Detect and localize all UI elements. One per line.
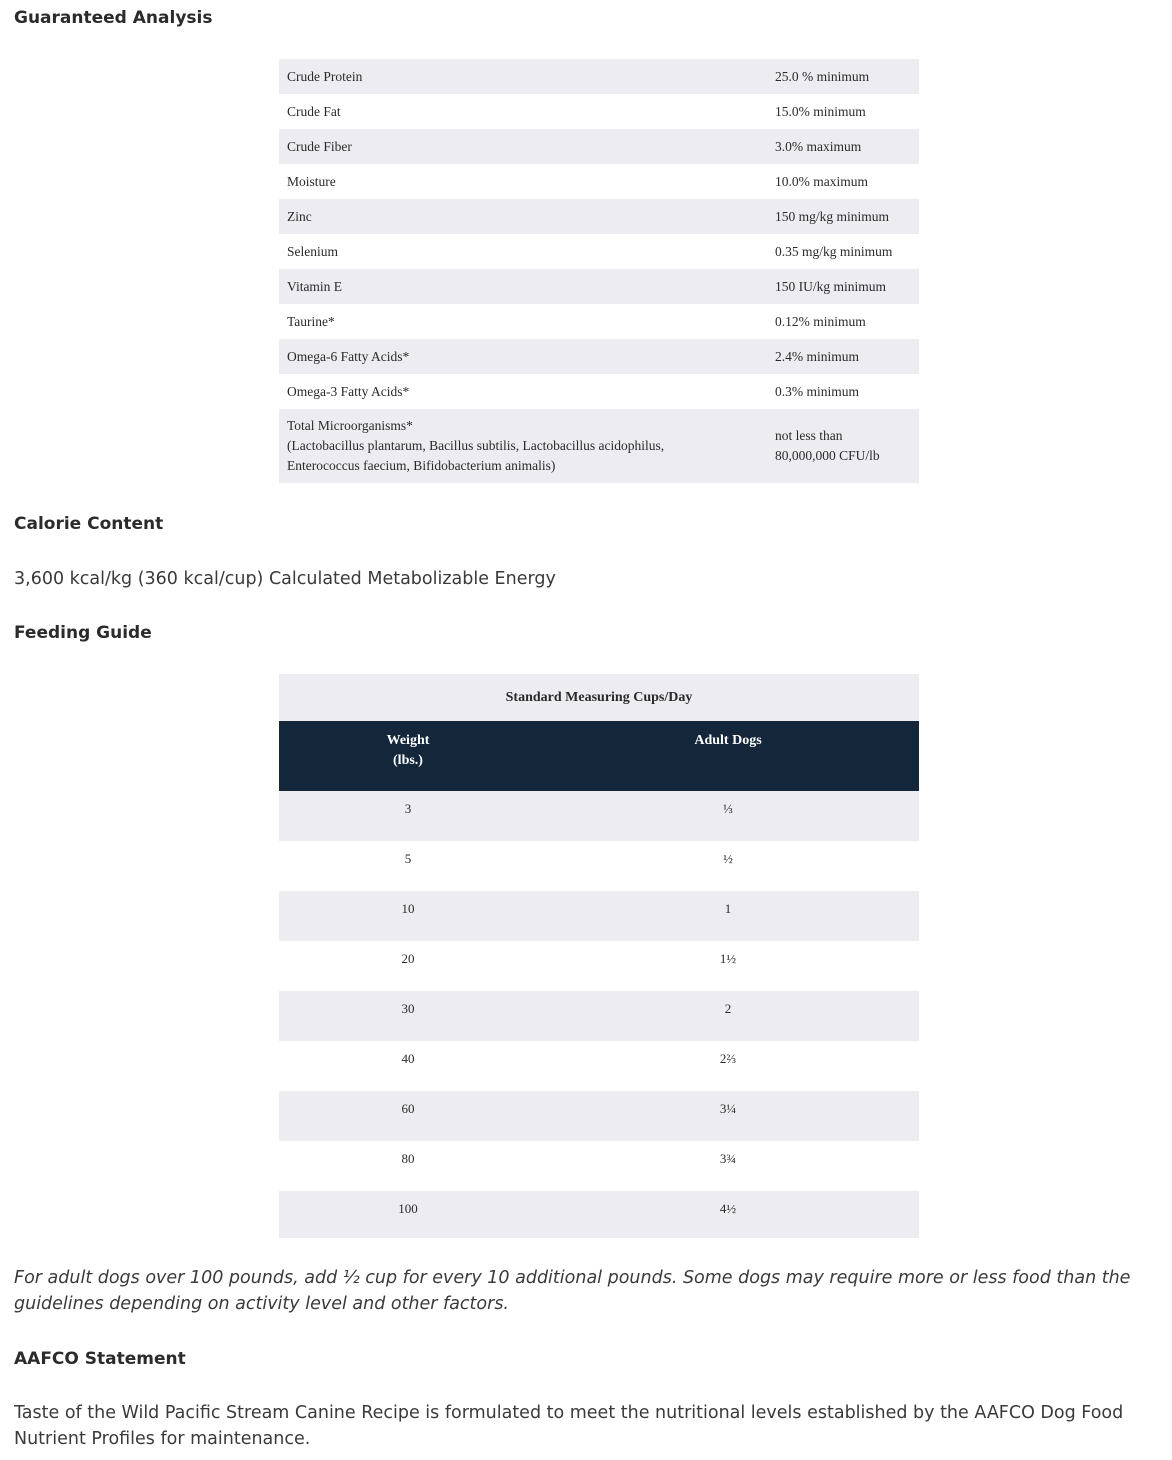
nutrient-name-line: Enterococcus faecium, Bifidobacterium animalis): [287, 458, 556, 473]
feeding-note-line: For adult dogs over 100 pounds, add ½ cup for every 10 additional pounds. Some dogs may require more or less food than the: [14, 1268, 1131, 1288]
table-row: [279, 1191, 919, 1238]
nutrient-value: [767, 426, 919, 466]
header-line: (lbs.): [393, 753, 423, 768]
nutrient-value: 25.0 % minimum: [775, 68, 870, 84]
feeding-guide-heading: Feeding Guide: [14, 623, 152, 643]
weight-cell: 10: [401, 901, 415, 916]
column-header-adult-dogs: Adult Dogs: [694, 733, 762, 748]
header-line: Weight: [386, 733, 430, 748]
nutrient-value-line: 80,000,000 CFU/lb: [775, 448, 880, 463]
table-row: [279, 374, 919, 409]
aafco-text-line: Taste of the Wild Pacific Stream Canine Recipe is formulated to meet the nutritional levels established by the AAFCO Dog Food: [14, 1403, 1124, 1423]
table-row: [279, 941, 919, 991]
nutrient-value-line: not less than: [775, 428, 843, 443]
nutrient-name: Omega-3 Fatty Acids*: [287, 383, 410, 399]
nutrient-name: Crude Fiber: [287, 138, 352, 154]
table-row: [279, 1091, 919, 1141]
nutrient-name: Crude Protein: [287, 68, 363, 84]
nutrient-value: 0.12% minimum: [775, 313, 866, 329]
table-row: [279, 199, 919, 234]
guaranteed-analysis-heading: Guaranteed Analysis: [14, 8, 213, 28]
cups-cell: 2: [724, 1001, 732, 1016]
cups-cell: ⅓: [723, 801, 733, 816]
cups-cell: 1: [724, 901, 732, 916]
nutrient-name: [279, 416, 767, 476]
calorie-content-text: 3,600 kcal/kg (360 kcal/cup) Calculated Metabolizable Energy: [14, 569, 556, 589]
cups-cell: 4½: [719, 1201, 737, 1216]
table-row: [279, 891, 919, 941]
table-row: [279, 991, 919, 1041]
nutrient-value: 150 IU/kg minimum: [775, 278, 886, 294]
weight-cell: 60: [401, 1101, 415, 1116]
nutrient-name: Moisture: [287, 173, 336, 189]
nutrient-value: 0.35 mg/kg minimum: [775, 243, 893, 259]
weight-cell: 3: [404, 801, 412, 816]
weight-cell: 30: [401, 1001, 415, 1016]
weight-cell: 5: [404, 851, 412, 866]
nutrient-value: 150 mg/kg minimum: [775, 208, 890, 224]
table-row: [279, 234, 919, 269]
cups-cell: 3¼: [719, 1101, 737, 1116]
nutrient-value: 10.0% maximum: [775, 173, 868, 189]
weight-cell: 80: [401, 1151, 415, 1166]
table-row: [279, 304, 919, 339]
table-row: [279, 791, 919, 841]
table-row: [279, 1041, 919, 1091]
aafco-text-line: Nutrient Profiles for maintenance.: [14, 1429, 311, 1449]
nutrient-name: Crude Fat: [287, 103, 341, 119]
weight-cell: 40: [401, 1051, 415, 1066]
nutrient-value: 2.4% minimum: [775, 348, 859, 364]
feeding-note-line: guidelines depending on activity level and other factors.: [14, 1294, 509, 1314]
table-row: [279, 841, 919, 891]
weight-cell: 100: [398, 1201, 418, 1216]
table-row: [279, 164, 919, 199]
feeding-note: [14, 1265, 1130, 1317]
weight-cell: 20: [401, 951, 415, 966]
feeding-guide-table: [279, 674, 919, 1238]
table-row: [279, 59, 919, 94]
nutrient-name-line: (Lactobacillus plantarum, Bacillus subtilis, Lactobacillus acidophilus,: [287, 438, 665, 453]
nutrient-name: Zinc: [287, 208, 312, 224]
cups-cell: 3¾: [719, 1151, 737, 1166]
nutrient-name: Selenium: [287, 243, 338, 259]
nutrient-name: Vitamin E: [287, 278, 343, 294]
table-header: [279, 721, 919, 791]
calorie-content-heading: Calorie Content: [14, 514, 164, 534]
column-header-weight: [279, 721, 537, 791]
table-row: [279, 1141, 919, 1191]
guaranteed-analysis-table: [279, 59, 919, 483]
cups-cell: ½: [723, 851, 733, 866]
nutrient-value: 15.0% minimum: [775, 103, 866, 119]
table-row: [279, 269, 919, 304]
cups-cell: 2⅔: [719, 1051, 737, 1066]
aafco-statement-heading: AAFCO Statement: [14, 1349, 186, 1369]
table-row: [279, 339, 919, 374]
nutrient-value: 0.3% minimum: [775, 383, 859, 399]
nutrient-value: 3.0% maximum: [775, 138, 862, 154]
nutrient-name: Taurine*: [287, 313, 335, 329]
table-row: [279, 409, 919, 483]
nutrient-name-line: Total Microorganisms*: [287, 418, 413, 433]
table-caption: Standard Measuring Cups/Day: [279, 674, 919, 721]
aafco-statement-text: [14, 1400, 1123, 1452]
nutrient-name: Omega-6 Fatty Acids*: [287, 348, 410, 364]
table-row: [279, 129, 919, 164]
cups-cell: 1½: [719, 951, 737, 966]
table-row: [279, 94, 919, 129]
